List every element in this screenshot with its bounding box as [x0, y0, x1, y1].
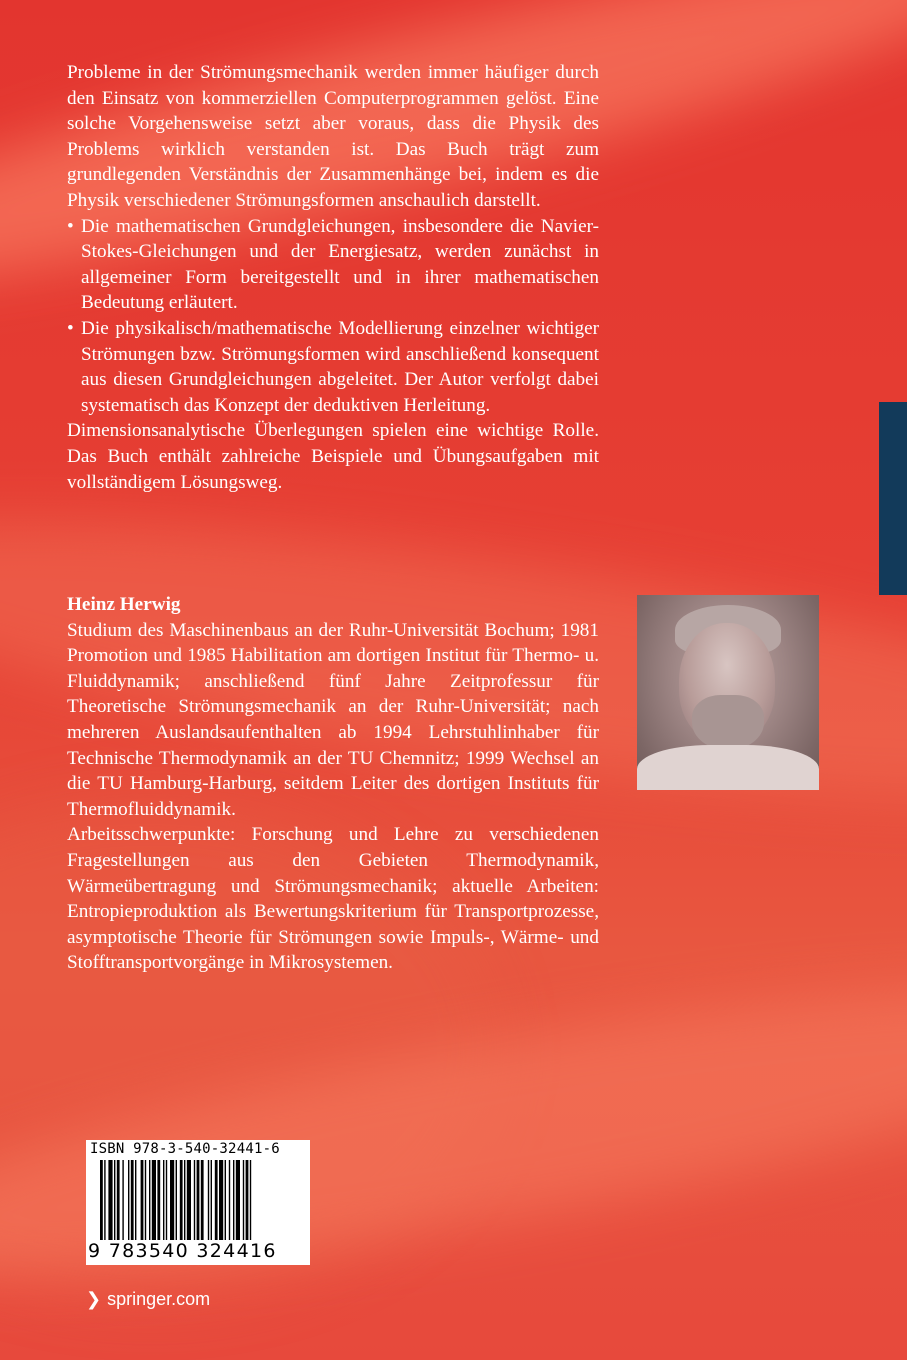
isbn-label: ISBN 978-3-540-32441-6	[90, 1141, 280, 1157]
author-photo	[637, 595, 819, 790]
barcode-digits: 9 783540 324416	[88, 1240, 277, 1262]
bullet-icon: •	[67, 317, 74, 339]
author-bio: Studium des Maschinenbaus an der Ruhr-Universität Bochum; 1981 Promotion und 1985 Habilitation am dortigen Institut für Thermo- u. Fluiddynamik; anschließend fünf Jahre Zeitprofessur für Theoretische Strömungsmechanik an der Ruhr-Universität; nach mehreren Auslandsaufenthalten ab 1994 Lehrstuhlinhaber für Technische Thermodynamik an der TU Chemnitz; 1999 Wechsel an die TU Hamburg-Harburg, seitdem Leiter des dortigen Instituts für Thermofluiddynamik.	[67, 619, 599, 820]
barcode-bars	[100, 1160, 300, 1248]
bullet-icon: •	[67, 215, 74, 237]
description-paragraph-1: Probleme in der Strömungsmechanik werden immer häufiger durch den Einsatz von kommerziellen Computerprogrammen gelöst. Eine solche Vorgehensweise setzt aber voraus, dass die Physik des Problems wirklich verstanden ist. Das Buch trägt zum grundlegenden Verständnis der Zusammenhänge bei, indem es die Physik verschiedener Strömungsformen anschaulich darstellt.	[67, 62, 599, 211]
description-paragraph-2: Dimensionsanalytische Überlegungen spielen eine wichtige Rolle. Das Buch enthält zahlreiche Beispiele und Übungsaufgaben mit vollständigem Lösungsweg.	[67, 420, 599, 493]
author-name: Heinz Herwig	[67, 594, 181, 615]
description-bullet-1: • Die mathematischen Grundgleichungen, insbesondere die Navier-Stokes-Gleichungen und der Energiesatz, werden zunächst in allgemeiner Form bereitgestellt und in ihrer mathematischen Bedeutung erläutert.	[67, 215, 599, 314]
author-section	[67, 592, 599, 976]
isbn-barcode	[86, 1140, 310, 1265]
description-bullets	[67, 214, 599, 419]
description-bullet-2: • Die physikalisch/mathematische Modellierung einzelner wichtiger Strömungen bzw. Strömungsformen wird anschließend konsequent aus diesen Grundgleichungen abgeleitet. Der Autor verfolgt dabei systematisch das Konzept der deduktiven Herleitung.	[67, 317, 599, 416]
publisher-url: springer.com	[107, 1289, 211, 1309]
spine-color-tab	[879, 402, 907, 595]
chevron-right-icon: ❯	[86, 1289, 102, 1309]
author-research: Arbeitsschwerpunkte: Forschung und Lehre zu verschiedenen Fragestellungen aus den Gebieten Thermodynamik, Wärmeübertragung und Strömungsmechanik; aktuelle Arbeiten: Entropieproduktion als Bewertungskriterium für Transportprozesse, asymptotische Theorie für Strömungen sowie Impuls-, Wärme- und Stofftransportvorgänge in Mikrosystemen.	[67, 824, 599, 974]
book-description	[67, 60, 599, 495]
publisher-link[interactable]	[86, 1289, 210, 1310]
